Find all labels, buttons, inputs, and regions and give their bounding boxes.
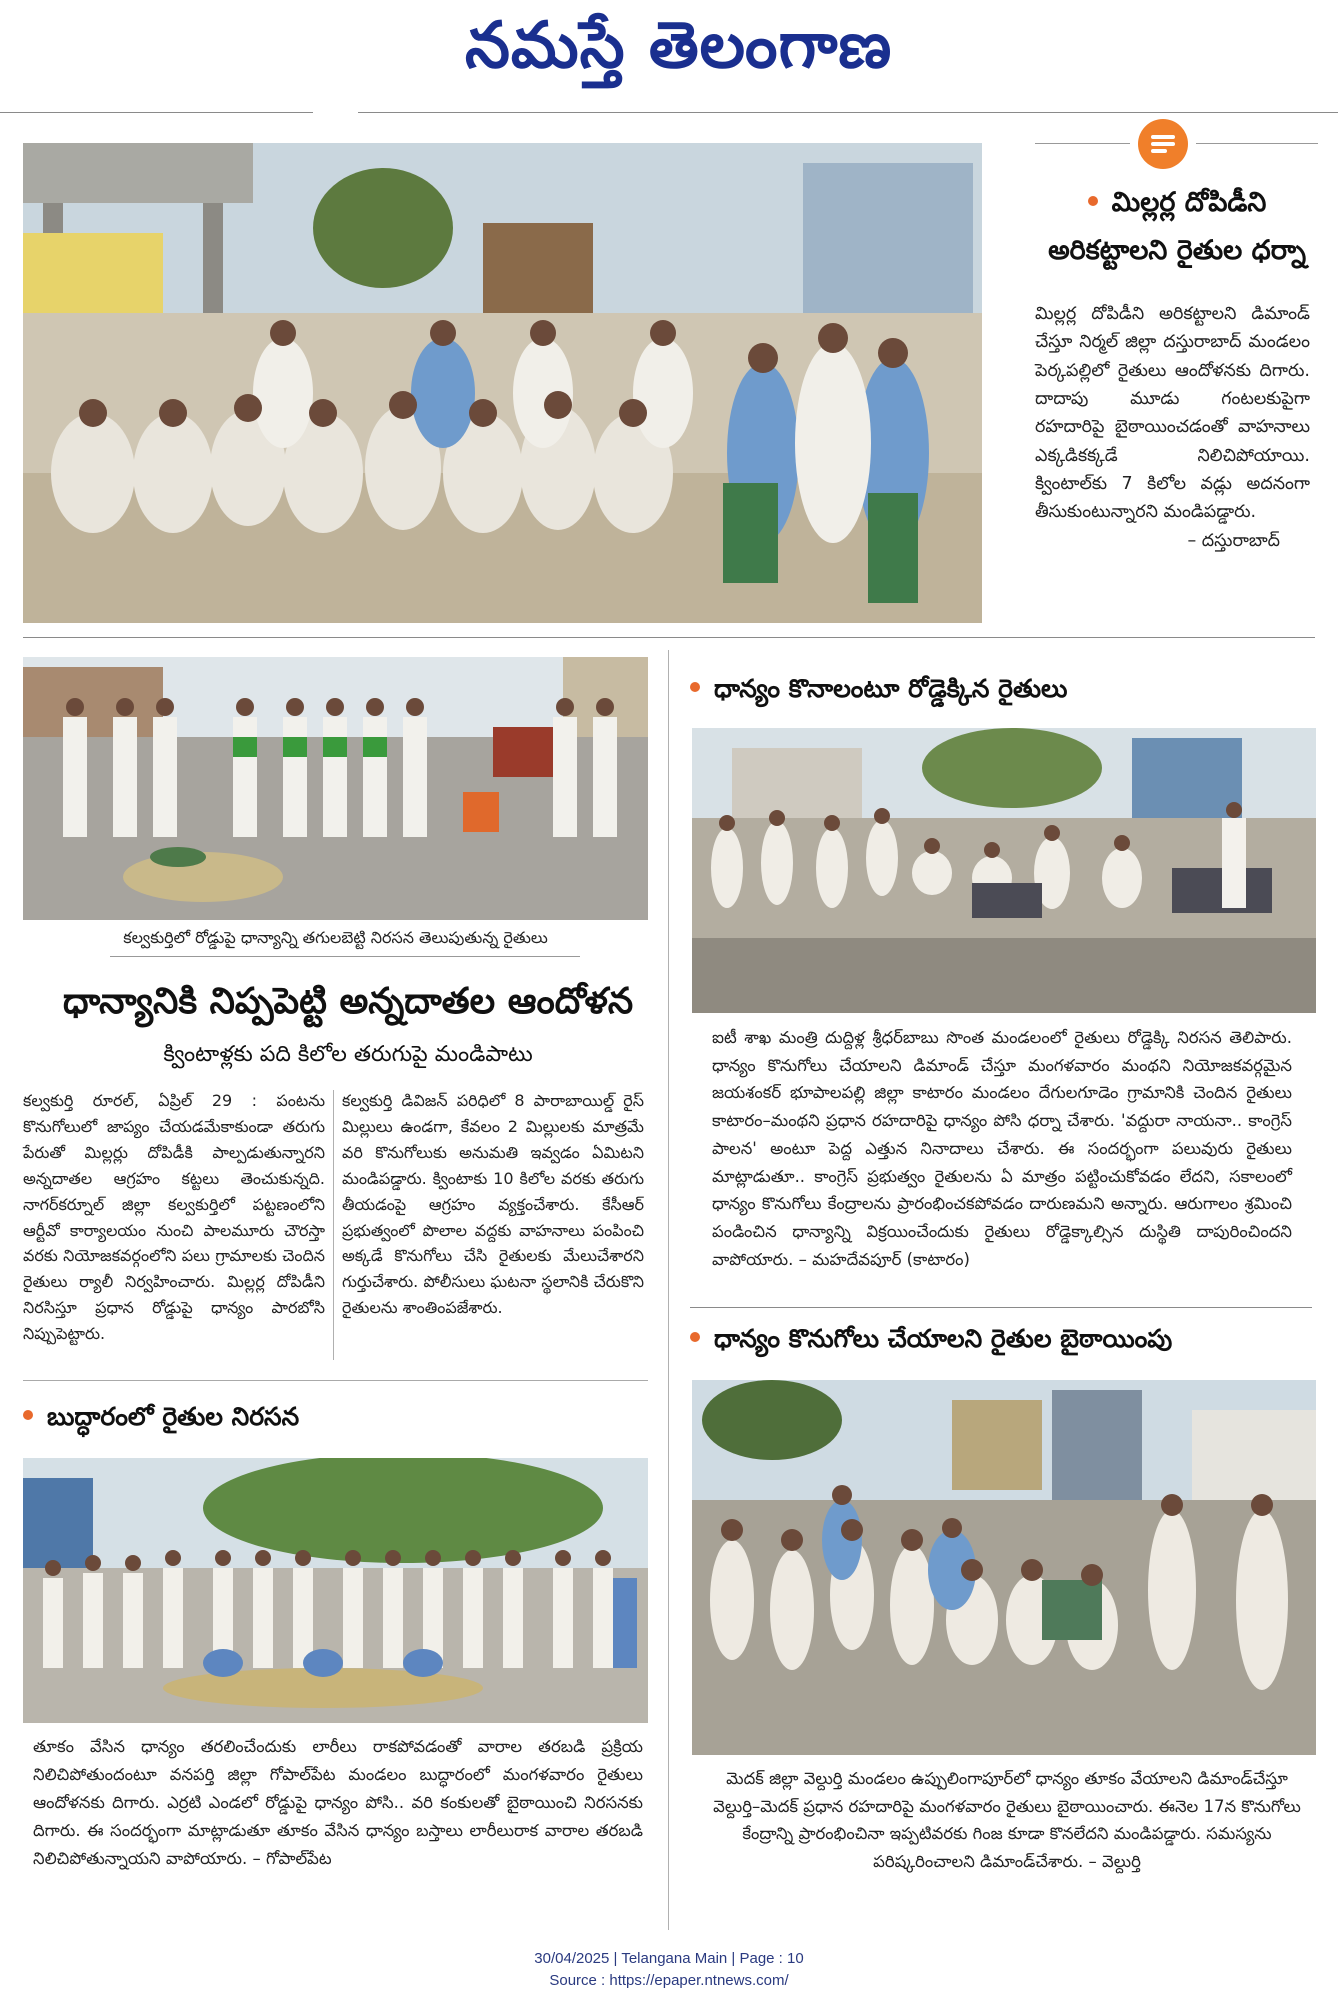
column-rule [333,1090,334,1360]
section-divider-right [690,1307,1312,1308]
story4-photo [23,1458,648,1723]
story5-headline-text: ధాన్యం కొనుగోలు చేయాలని రైతుల బైఠాయింపు [714,1324,1173,1353]
story4-body [33,1733,643,1873]
footer-source-link[interactable]: Source : https://epaper.ntnews.com/ [549,1972,789,1989]
story3-photo [692,728,1316,1013]
story1-headline-line1: మిల్లర్ల దోపిడీని [1111,187,1267,218]
newspaper-title: నమస్తే తెలంగాణ [465,8,893,83]
story2-caption: కల్వకుర్తిలో రోడ్డుపై ధాన్యాన్ని తగులబెట్టి నిరసన తెలుపుతున్న రైతులు [123,928,548,947]
story3-headline [690,672,1330,706]
story4-body-text: తూకం వేసిన ధాన్యం తరలించేందుకు లారీలు రాకపోవడంతో వారాల తరబడి ప్రక్రియ నిలిచిపోతుందంటూ వనపర్తి జిల్లా గోపాల్‌పేట మండలం బుద్ధారంలో మంగళవారం రైతులు ఆందోళనకు దిగారు. ఎర్రటి ఎండలో రోడ్డుపై ధాన్యం పోసి.. వరి కంకులతో బైఠాయించి నిరసనకు దిగారు. ఈ సందర్భంగా మాట్లాడుతూ తూకం వేసిన ధాన్యం బస్తాలు లారీలురాక వారాల తరబడి నిలిచిపోతున్నాయని వాపోయారు. [33,1737,643,1869]
masthead [0,0,1338,115]
story1-dateline: – దస్తురాబాద్ [1187,530,1280,551]
story3-body [712,1024,1292,1273]
menu-icon [1138,119,1188,169]
section-divider [23,637,1315,638]
story5-photo [692,1380,1316,1755]
story2-body-col2: కల్వకుర్తి డివిజన్ పరిధిలో 8 పారాబాయిల్డ్ రైస్ మిల్లులు ఉండగా, కేవలం 2 మిల్లులకు మాత్రమే వరి కొనుగోలుకు అనుమతి ఇవ్వడం ఏమిటని మండిపడ్డారు. క్వింటాకు 10 కిలోల వరకు తరుగు తీయడంపై ఆగ్రహం వ్యక్తంచేశారు. కేసీఆర్ ప్రభుత్వంలో పొలాల వద్దకు వాహనాలు పంపించి అక్కడే కొనుగోలు చేసి రైతులకు మేలుచేశారని గుర్తుచేశారు. పోలీసులు ఘటనా స్థలానికి చేరుకొని రైతులను శాంతింపజేశారు. [342,1091,644,1318]
story1-headline-line2: అరికట్టాలని రైతుల ధర్నా [1048,235,1306,267]
bullet-icon [23,1410,33,1420]
story4-headline [23,1400,663,1434]
story2-subhead: క్వింటాళ్లకు పది కిలోల తరుగుపై మండిపాటు [163,1042,533,1067]
page-column-divider [668,650,669,1930]
story3-body-text: ఐటీ శాఖ మంత్రి దుద్దిళ్ల శ్రీధర్‌బాబు సొంత మండలంలో రైతులు రోడ్డెక్కి నిరసన తెలిపారు. ధాన్యం కొనుగోలు చేయాలని డిమాండ్ చేస్తూ మంగళవారం మంథని నియోజకవర్గమైన జయశంకర్ భూపాలపల్లి జిల్లా కాటారం మండలం దేగులగూడెం గ్రామానికి చెందిన రైతులు కాటారం–మంథని ప్రధాన రహదారిపై ధాన్యం పోసి ధర్నా చేశారు. 'వద్దురా నాయనా.. కాంగ్రెస్ పాలన' అంటూ పెద్ద ఎత్తున నినాదాలు చేశారు. ఈ సందర్భంగా పలువురు రైతులు మాట్లాడుతూ.. కాంగ్రెస్ ప్రభుత్వం రైతులను ఏ మాత్రం పట్టించుకోవడం లేదని, సకాలంలో ధాన్యం కొనుగోలు కేంద్రాలను ప్రారంభించకపోవడం దారుణమని అన్నారు. ఆరుగాలం శ్రమించి పండించిన ధాన్యాన్ని విక్రయించేందుకు రైతులు రోడ్డెక్కాల్సిన దుస్థితి దాపురించిందని వాపోయారు. [712,1028,1292,1269]
caption-rule [110,956,580,957]
badge-rule-left [1035,143,1130,144]
story1-headline [1022,185,1332,270]
bullet-icon [690,682,700,692]
story3-dateline: – మహదేవపూర్ (కాటారం) [798,1249,970,1269]
story1-body [1035,300,1310,555]
story4-dateline: – గోపాల్‌పేట [252,1849,332,1869]
badge-rule-right [1196,143,1318,144]
bullet-icon [1088,196,1098,206]
story5-body-text: మెదక్ జిల్లా వెల్దుర్తి మండలం ఉప్పులింగాపూర్‌లో ధాన్యం తూకం వేయాలని డిమాండ్‌చేస్తూ వెల్దుర్తి–మెదక్ ప్రధాన రహదారిపై మంగళవారం రైతులు బైఠాయించారు. ఈనెల 17న కొనుగోలు కేంద్రాన్ని ప్రారంభించినా ఇప్పటివరకు గింజ కూడా కొనలేదని మండిపడ్డారు. సమస్యను పరిష్కరించాలని డిమాండ్‌చేశారు. [713,1769,1301,1872]
story5-headline [690,1322,1330,1356]
footer-page-info: 30/04/2025 | Telangana Main | Page : 10 [534,1950,804,1967]
story4-headline-text: బుద్ధారంలో రైతుల నిరసన [47,1402,300,1431]
masthead-rule-right [358,112,1338,113]
story5-body [712,1765,1302,1876]
story5-dateline: – వెల్దుర్తి [1088,1852,1141,1872]
section-divider-left [23,1380,648,1381]
story1-body-text: మిల్లర్ల దోపిడీని అరికట్టాలని డిమాండ్ చేస్తూ నిర్మల్ జిల్లా దస్తురాబాద్ మండలం పెర్కపల్లిలో రైతులు ఆందోళనకు దిగారు. దాదాపు మూడు గంటలకుపైగా రహదారిపై బైఠాయించడంతో వాహనాలు ఎక్కడికక్కడే నిలిచిపోయాయి. క్వింటాల్‌కు 7 కిలోల వడ్లు అదనంగా తీసుకుంటున్నారని మండిపడ్డారు. [1035,304,1310,523]
story2-photo [23,657,648,920]
story1-photo [23,143,982,623]
story3-headline-text: ధాన్యం కొనాలంటూ రోడ్డెక్కిన రైతులు [714,674,1068,703]
story2-body-col1: కల్వకుర్తి రూరల్, ఏప్రిల్ 29 : పంటను కొనుగోలులో జాప్యం చేయడమేకాకుండా తరుగు పేరుతో మిల్లర్లు దోపిడీకి పాల్పడుతున్నారని అన్నదాతల ఆగ్రహం కట్టలు తెంచుకున్నది. నాగర్‌కర్నూల్ జిల్లా కల్వకుర్తిలో పట్టణంలోని ఆర్టీవో కార్యాలయం నుంచి పాలమూరు చౌరస్తా వరకు నియోజకవర్గంలోని పలు గ్రామాలకు చెందిన రైతులు ర్యాలీ నిర్వహించారు. మిల్లర్ల దోపిడీని నిరసిస్తూ ప్రధాన రోడ్డుపై ధాన్యం పారబోసి నిప్పుపెట్టారు. [23,1091,325,1344]
masthead-rule-left [0,112,313,113]
story2-headline: ధాన్యానికి నిప్పపెట్టి అన్నదాతల ఆందోళన [62,981,634,1022]
bullet-icon [690,1332,700,1342]
